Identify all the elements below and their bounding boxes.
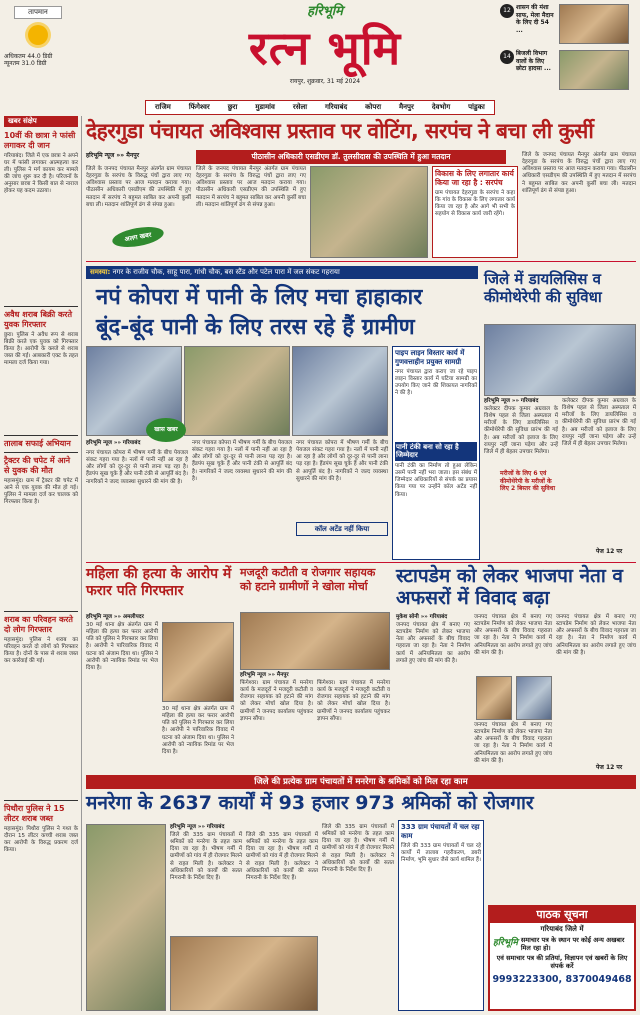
lead-byline: हरिभूमि न्यूज »» मैनपुर <box>86 152 140 159</box>
brief-headline[interactable]: 10वीं की छात्रा ने फांसी लगाकर दी जान <box>4 130 76 150</box>
max-temp: अधिकतम 44.0 डिग्री <box>4 52 53 60</box>
nav-item[interactable]: देवभोग <box>431 103 451 112</box>
divider <box>4 435 78 436</box>
nav-item[interactable]: रसेला <box>292 103 308 112</box>
nav-item[interactable]: छुरा <box>227 103 238 112</box>
water-photo-2 <box>184 346 290 436</box>
teaser-photo <box>559 4 629 44</box>
mgnrega-byline: हरिभूमि न्यूज »» गरियाबंद <box>170 824 225 830</box>
divider <box>4 452 78 453</box>
sidebox-body: नगर पंचायत द्वारा कराए जा रहे पाइप लाइन विस्तार कार्य में घटिया सामग्री का उपयोग किए जाने की शिकायत नागरिकों ने की है। <box>395 368 477 396</box>
lead-body-middle: जिले के जनपद पंचायत मैनपुर अंतर्गत ग्राम पंचायत देहरगुडा के सरपंच के विरुद्ध पंचों द्वारा लाए गए अविश्वास प्रस्ताव पर आज मतदान कराया गया। पीठासीन अधिकारी एसडीएम की उपस्थिति में हुए मतदान में सरपंच ने बहुमत साबित कर अपनी कुर्सी बचा ली। मतदान शांतिपूर्ण ढंग से संपन्न हुआ। <box>196 166 306 208</box>
teaser-2[interactable] <box>500 50 636 94</box>
water-kicker <box>86 266 478 279</box>
protest-headline[interactable]: मजदूरी कटौती व रोजगार सहायक को हटाने ग्रामीणों ने खोला मोर्चा <box>240 566 376 593</box>
notice-district: गरियाबंद जिले में <box>540 925 584 933</box>
dialysis-jump[interactable]: पेज 12 पर <box>596 548 623 555</box>
nav-item[interactable]: राजिम <box>154 103 171 112</box>
tank-headline: पानी टंकी बना सो रहा है जिम्मेदार <box>395 442 477 462</box>
dialysis-body-1: कलेक्टर दीपक कुमार अग्रवाल के विशेष पहल से जिला अस्पताल में मरीजों के लिए डायलिसिस व कीमोथेरेपी की सुविधा प्रारंभ की गई है। अब मरीजों को इलाज के लिए रायपुर नहीं जाना पड़ेगा और उन्हें जिले में ही बेहतर उपचार मिलेगा। <box>484 406 558 455</box>
notice-logo: हरिभूमि <box>493 938 518 949</box>
brief-text: महासमुंद। पिथौरा पुलिस ने गश्त के दौरान 15 लीटर कच्ची शराब जब्त कर आरोपी के विरुद्ध प्रकरण दर्ज किया। <box>4 825 78 854</box>
sidebox-body: जिले की 333 ग्राम पंचायतों में चल रहे कार्यों में तालाब गहरीकरण, डबरी निर्माण, भूमि सुधार जैसे कार्य शामिल हैं। <box>401 842 482 863</box>
water-photo-3 <box>292 346 388 436</box>
nav-item[interactable]: फिंगेश्वर <box>188 103 210 112</box>
nav-item[interactable]: मुडामांव <box>255 103 275 112</box>
notice-title: पाठक सूचना <box>490 907 634 923</box>
nav-item[interactable]: पांडुका <box>468 103 485 112</box>
stopdam-jump[interactable]: पेज 12 पर <box>596 764 623 771</box>
notice-line2: एवं समाचार पत्र की प्रतियां, विज्ञापन एवं खबरों के लिए संपर्क करें <box>496 954 628 971</box>
masthead <box>200 4 450 96</box>
teasers <box>500 4 636 96</box>
arrest-headline[interactable]: महिला की हत्या के आरोप में फरार पति गिरफ्तार <box>86 566 232 599</box>
lead-body-left: जिले के जनपद पंचायत मैनपुर अंतर्गत ग्राम पंचायत देहरगुडा के सरपंच के विरुद्ध पंचों द्वारा लाए गए अविश्वास प्रस्ताव पर आज मतदान कराया गया। पीठासीन अधिकारी एसडीएम की उपस्थिति में हुए मतदान में सरपंच ने बहुमत साबित कर अपनी कुर्सी बचा ली। मतदान शांतिपूर्ण ढंग से संपन्न हुआ। <box>86 166 191 208</box>
water-headline-2[interactable]: बूंद-बूंद पानी के लिए तरस रहे हैं ग्रामीण <box>96 315 415 340</box>
stopdam-headline[interactable]: स्टापडेम को लेकर भाजपा नेता व अफसरों में विवाद बढ़ा <box>396 565 623 609</box>
khas-khabar-badge: खास खबर <box>146 418 186 442</box>
news-brief-sidebar <box>4 116 82 1011</box>
weather-box <box>4 6 74 96</box>
stopdam-byline: मुकेश सोनी »» गरियाबंद <box>396 614 448 620</box>
edition-label: तापमान <box>14 6 62 19</box>
arrest-byline: हरिभूमि न्यूज »» अमलीपदर <box>86 614 144 620</box>
mgnrega-photo-2 <box>170 936 318 1011</box>
dialysis-body-2: कलेक्टर दीपक कुमार अग्रवाल के विशेष पहल से जिला अस्पताल में मरीजों के लिए डायलिसिस व कीमोथेरेपी की सुविधा प्रारंभ की गई है। अब मरीजों को इलाज के लिए रायपुर नहीं जाना पड़ेगा और उन्हें जिले में ही बेहतर उपचार मिलेगा। <box>562 398 636 447</box>
call-badge: कॉल अटेंड नहीं किया <box>296 522 388 536</box>
reader-notice <box>488 905 636 1011</box>
brief-text: महासमुंद। पुलिस ने शराब का परिवहन करते दो लोगों को गिरफ्तार किया है। दोनों के पास से शराब जब्त कर कार्रवाई की गई। <box>4 636 78 665</box>
lead-body-right: जिले के जनपद पंचायत मैनपुर अंतर्गत ग्राम पंचायत देहरगुडा के सरपंच के विरुद्ध पंचों द्वारा लाए गए अविश्वास प्रस्ताव पर आज मतदान कराया गया। पीठासीन अधिकारी एसडीएम की उपस्थिति में हुए मतदान में सरपंच ने बहुमत साबित कर अपनी कुर्सी बचा ली। मतदान शांतिपूर्ण ढंग से संपन्न हुआ। <box>522 152 636 194</box>
protest-photo <box>240 612 390 670</box>
logo-small: हरिभूमि <box>307 4 343 19</box>
divider <box>4 800 78 801</box>
sidebox-body: ग्राम पंचायत देहरगुडा के सरपंच ने कहा कि गांव के विकास के लिए लगातार कार्य किया जा रहा है और आगे भी सभी के सहयोग से विकास कार्य जारी रहेंगे। <box>435 189 515 218</box>
lead-subhead: पीठासीन अधिकारी एसडीएम डॉ. तुलसीदास की उपस्थिति में हुआ मतदान <box>196 150 506 164</box>
teaser-1[interactable] <box>500 4 636 48</box>
stopdam-body-1: जनपद पंचायत क्षेत्र में बनाए गए स्टापडेम निर्माण को लेकर भाजपा नेता और अफसरों के बीच विवाद गहराता जा रहा है। नेता ने निर्माण कार्य में अनियमितता का आरोप लगाते हुए जांच की मांग की है। <box>396 622 470 664</box>
teaser-text: शासन की मंशा साफ, मेला मैदान के लिए दी 54 ... <box>516 4 554 34</box>
mgnrega-headline[interactable]: मनरेगा के 2637 कार्यों में 93 हजार 973 श्रमिकों को रोजगार <box>86 792 534 814</box>
sidebox-headline: पाइप लाइन विस्तार कार्य में गुणवत्ताहीन प्रयुक्त सामग्री <box>395 349 465 366</box>
water-byline: हरिभूमि न्यूज »» गरियाबंद <box>86 440 141 446</box>
sidebox-headline: 333 ग्राम पंचायतों में चल रहा काम <box>401 823 480 840</box>
stopdam-body-2: जनपद पंचायत क्षेत्र में बनाए गए स्टापडेम निर्माण को लेकर भाजपा नेता और अफसरों के बीच विवाद गहराता जा रहा है। नेता ने निर्माण कार्य में अनियमितता का आरोप लगाते हुए जांच की मांग की है। <box>474 614 552 656</box>
notice-line1-row <box>490 936 634 952</box>
divider <box>4 306 78 307</box>
dialysis-photo <box>484 324 636 396</box>
brief-headline[interactable]: ट्रैक्टर की चपेट में आने से युवक की मौत <box>4 455 71 475</box>
lead-headline[interactable]: देहरगुडा पंचायत अविश्वास प्रस्ताव पर वोटिंग, सरपंच ने बचा ली कुर्सी <box>86 119 594 143</box>
sun-icon <box>28 25 48 45</box>
min-temp: न्यूनतम 31.0 डिग्री <box>4 60 47 68</box>
water-headline-1[interactable]: नपं कोपरा में पानी के लिए मचा हाहाकार <box>96 285 423 310</box>
region-nav <box>145 100 495 115</box>
mgnrega-sidebox <box>398 820 484 1011</box>
dialysis-headline[interactable]: जिले में डायलिसिस व कीमोथेरेपी की सुविधा <box>484 270 602 306</box>
lead-sidebox <box>432 166 518 258</box>
arrest-photo <box>162 622 234 702</box>
teaser-page-number: 14 <box>500 50 514 64</box>
nav-item[interactable]: मैनपुर <box>398 103 414 112</box>
stopdam-body-3: जनपद पंचायत क्षेत्र में बनाए गए स्टापडेम निर्माण को लेकर भाजपा नेता और अफसरों के बीच विवाद गहराता जा रहा है। नेता ने निर्माण कार्य में अनियमितता का आरोप लगाते हुए जांच की मांग की है। <box>474 722 552 764</box>
mgnrega-photo-1 <box>86 824 166 1011</box>
divider <box>86 261 636 262</box>
water-body-1: नगर पंचायत कोपरा में भीषण गर्मी के बीच पेयजल संकट गहरा गया है। नलों में पानी नहीं आ रहा है और लोगों को दूर-दूर से पानी लाना पड़ रहा है। हैंडपंप सूख चुके हैं और पानी टंकी से आपूर्ति बंद है। नागरिकों ने जल्द व्यवस्था सुधारने की मांग की है। <box>86 450 188 485</box>
protest-body-2: फिंगेश्वर। ग्राम पंचायत में मनरेगा कार्य के मजदूरों ने मजदूरी कटौती व रोजगार सहायक को हटाने की मांग को लेकर मोर्चा खोल दिया है। ग्रामीणों ने जनपद कार्यालय पहुंचकर ज्ञापन सौंपा। <box>317 680 390 722</box>
sidebar-title: खबर संक्षेप <box>4 116 78 127</box>
mgnrega-body-2: जिले की 335 ग्राम पंचायतों में श्रमिकों को मनरेगा के तहत काम दिया जा रहा है। भीषण गर्मी में ग्रामीणों को गांव में ही रोजगार मिलने से राहत मिली है। कलेक्टर ने अधिकारियों को कार्यों की सतत निगरानी के निर्देश दिए हैं। <box>246 832 319 881</box>
dialysis-byline: हरिभूमि न्यूज »» गरियाबंद <box>484 398 539 404</box>
sidebox-headline: विकास के लिए लगातार कार्य किया जा रहा है : सरपंच <box>435 169 514 188</box>
divider <box>4 611 78 612</box>
teaser-page-number: 12 <box>500 4 514 18</box>
arrest-body-1: 30 मई थाना क्षेत्र अंतर्गत ग्राम में महिला की हत्या कर फरार आरोपी पति को पुलिस ने गिरफ्तार कर लिया है। आरोपी ने पारिवारिक विवाद में घटना को अंजाम दिया था। पुलिस ने आरोपी को न्यायिक रिमांड पर भेज दिया है। <box>86 622 158 671</box>
divider <box>86 562 636 563</box>
mgnrega-body-3: जिले की 335 ग्राम पंचायतों में श्रमिकों को मनरेगा के तहत काम दिया जा रहा है। भीषण गर्मी में ग्रामीणों को गांव में ही रोजगार मिलने से राहत मिली है। कलेक्टर ने अधिकारियों को कार्यों की सतत निगरानी के निर्देश दिए हैं। <box>322 824 395 873</box>
brief-headline[interactable]: तालाब सफाई अभियान <box>4 438 71 448</box>
kicker-label: समस्या: <box>90 268 111 276</box>
dialysis-bullet: मरीजों के लिए 6 एवं कीमोथेरेपी के मरीजों के लिए 2 बिस्तर की सुविधा <box>500 470 556 492</box>
brief-text: गरियाबंद। जिले में एक छात्रा ने अपने घर में फांसी लगाकर आत्महत्या कर ली। पुलिस ने मर्ग कायम कर मामले की जांच शुरू कर दी है। परिजनों के अनुसार छात्रा ने किसी बात से नाराज होकर यह कदम उठाया। <box>4 152 78 195</box>
nav-item[interactable]: गरियाबंद <box>324 103 348 112</box>
lead-photo <box>310 166 428 258</box>
brief-headline[interactable]: शराब का परिवहन करते दो लोग गिरफ्तार <box>4 614 73 634</box>
brief-headline[interactable]: अवैध शराब बिक्री करते युवक गिरफ्तार <box>4 309 73 329</box>
mgnrega-body-1: जिले की 335 ग्राम पंचायतों में श्रमिकों को मनरेगा के तहत काम दिया जा रहा है। भीषण गर्मी में ग्रामीणों को गांव में ही रोजगार मिलने से राहत मिली है। कलेक्टर ने अधिकारियों को कार्यों की सतत निगरानी के निर्देश दिए हैं। <box>170 832 243 881</box>
portrait-photo-1 <box>476 676 512 720</box>
water-body-2: नगर पंचायत कोपरा में भीषण गर्मी के बीच पेयजल संकट गहरा गया है। नलों में पानी नहीं आ रहा है और लोगों को दूर-दूर से पानी लाना पड़ रहा है। हैंडपंप सूख चुके हैं और पानी टंकी से आपूर्ति बंद है। नागरिकों ने जल्द व्यवस्था सुधारने की मांग की है। <box>192 440 292 482</box>
kicker-text: नगर के राजीव चौक, साहू पारा, गांधी चौक, बस स्टैंड और पटेल पारा में जल संकट गहराया <box>112 268 340 276</box>
notice-line1: समाचार पत्र के स्थान पर कोई अन्य अखबार मिल रहा हो। <box>520 935 625 952</box>
stopdam-body-4: जनपद पंचायत क्षेत्र में बनाए गए स्टापडेम निर्माण को लेकर भाजपा नेता और अफसरों के बीच विवाद गहराता जा रहा है। नेता ने निर्माण कार्य में अनियमितता का आरोप लगाते हुए जांच की मांग की है। <box>556 614 636 656</box>
portrait-photo-2 <box>516 676 552 720</box>
protest-body-1: फिंगेश्वर। ग्राम पंचायत में मनरेगा कार्य के मजदूरों ने मजदूरी कटौती व रोजगार सहायक को हटाने की मांग को लेकर मोर्चा खोल दिया है। ग्रामीणों ने जनपद कार्यालय पहुंचकर ज्ञापन सौंपा। <box>240 680 313 722</box>
water-body-3: नगर पंचायत कोपरा में भीषण गर्मी के बीच पेयजल संकट गहरा गया है। नलों में पानी नहीं आ रहा है और लोगों को दूर-दूर से पानी लाना पड़ रहा है। हैंडपंप सूख चुके हैं और पानी टंकी से आपूर्ति बंद है। नागरिकों ने जल्द व्यवस्था सुधारने की मांग की है। <box>296 440 388 482</box>
brief-text: छुरा। पुलिस ने अवैध रूप से शराब बिक्री करते एक युवक को गिरफ्तार किया है। आरोपी के कब्जे से शराब जब्त की गई। आबकारी एक्ट के तहत मामला दर्ज किया गया। <box>4 331 78 367</box>
protest-byline: हरिभूमि न्यूज »» मैनपुर <box>240 672 289 678</box>
dateline: रायपुर, शुक्रवार, 31 मई 2024 <box>289 78 361 86</box>
teaser-text: बिजली विभाग वालों के लिए छोटा हादसा ... <box>516 50 551 72</box>
notice-phones[interactable]: 9993223300, 8370049468 <box>492 974 632 986</box>
alag-khabar-badge: अलग खबर <box>111 224 165 251</box>
teaser-photo <box>559 50 629 90</box>
water-sidebox <box>392 346 480 560</box>
brief-headline[interactable]: पिथौरा पुलिस ने 15 लीटर शराब जब्त <box>4 803 65 823</box>
tank-body: पानी टंकी का निर्माण तो हुआ लेकिन उसमें पानी नहीं भरा जाता। इस संबंध में जिम्मेदार अधिकारियों से संपर्क का प्रयास किया गया पर उन्होंने कॉल अटेंड नहीं किया। <box>395 463 477 498</box>
mgnrega-banner: जिले की प्रत्येक ग्राम पंचायतों में मनरेगा के श्रमिकों को मिल रहा काम <box>86 775 636 789</box>
nav-item[interactable]: कोपरा <box>365 103 382 112</box>
logo-big: रत्न भूमि <box>248 21 402 76</box>
arrest-body-2: 30 मई थाना क्षेत्र अंतर्गत ग्राम में महिला की हत्या कर फरार आरोपी पति को पुलिस ने गिरफ्तार कर लिया है। आरोपी ने पारिवारिक विवाद में घटना को अंजाम दिया था। पुलिस ने आरोपी को न्यायिक रिमांड पर भेज दिया है। <box>162 706 234 755</box>
brief-text: महासमुंद। ग्राम में ट्रैक्टर की चपेट में आने से एक युवक की मौत हो गई। पुलिस ने मामला दर्ज कर चालक को गिरफ्तार किया है। <box>4 477 78 506</box>
